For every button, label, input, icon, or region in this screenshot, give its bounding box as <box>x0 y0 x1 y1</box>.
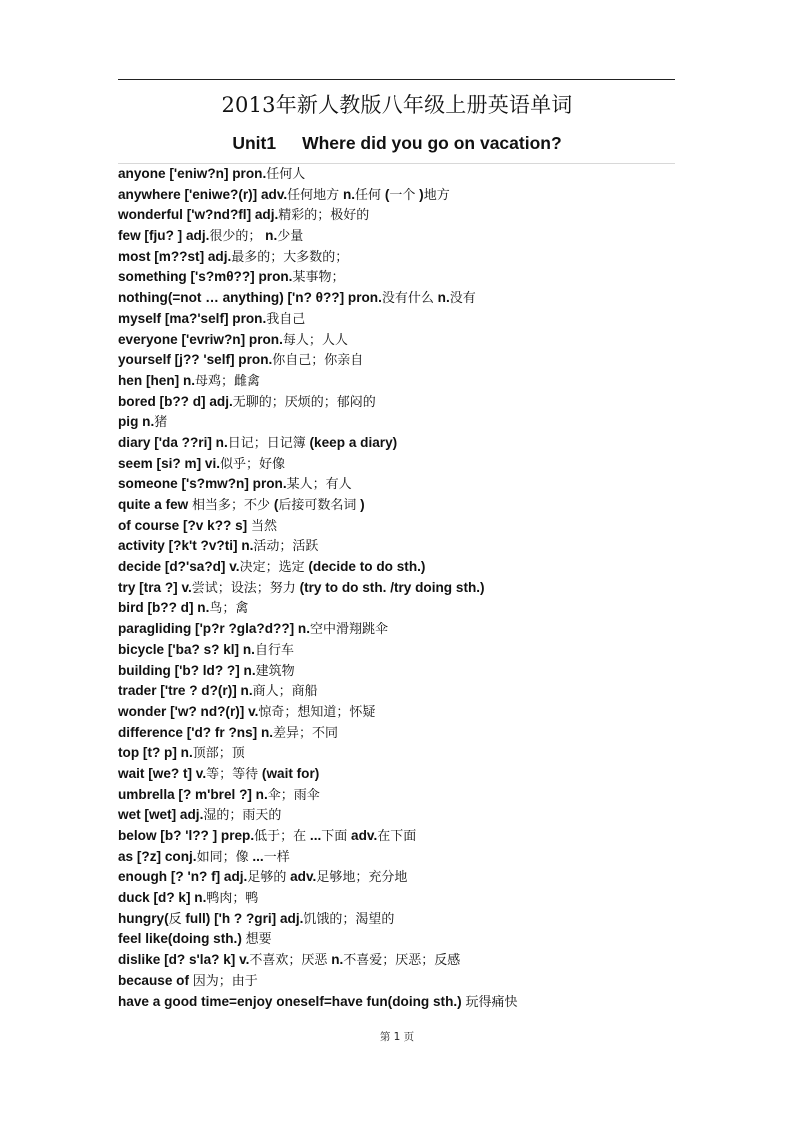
entry-chinese-text: 鸭肉；鸭 <box>206 891 259 907</box>
entry-chinese-text: 饥饿的；渴望的 <box>303 911 395 927</box>
vocab-entry <box>118 205 678 226</box>
vocab-entry <box>118 723 678 744</box>
entry-english-text: n. <box>339 186 356 202</box>
entry-chinese-text: 想要 <box>245 932 272 948</box>
entry-english-text: as [?z] conj. <box>118 848 197 864</box>
entry-chinese-text: 建筑物 <box>255 663 295 679</box>
entry-english-text: enough [? 'n? f] adj. <box>118 869 248 885</box>
vocab-entry <box>118 288 678 309</box>
entry-english-text: wet [wet] adj. <box>118 807 204 823</box>
entry-chinese-text: 玩得痛快 <box>465 994 518 1010</box>
entry-english-text: dislike [d? s'la? k] v. <box>118 952 250 968</box>
vocab-entry <box>118 412 678 433</box>
entry-chinese-text: 最多的；大多数的； <box>231 249 349 265</box>
entry-chinese-text: 因为；由于 <box>192 973 258 989</box>
vocab-entry <box>118 516 678 537</box>
vocab-entry <box>118 392 678 413</box>
entry-english-text: ... <box>306 828 322 843</box>
vocab-entry <box>118 681 678 702</box>
entry-english-text: trader ['tre ? d?(r)] n. <box>118 683 253 699</box>
vocab-entry <box>118 826 678 847</box>
entry-chinese-text: 商人；商船 <box>252 684 318 700</box>
vocab-entry <box>118 661 678 682</box>
entry-english-text: duck [d? k] n. <box>118 890 207 906</box>
entry-english-text: decide [d?'sa?d] v. <box>118 559 240 575</box>
vocab-entry <box>118 888 678 909</box>
vocab-entry <box>118 743 678 764</box>
entry-english-text: myself [ma?'self] pron. <box>118 310 267 326</box>
entry-english-text: bored [b?? d] adj. <box>118 393 233 409</box>
entry-chinese-text: 日记；日记簿 <box>227 435 306 451</box>
entry-chinese-text: 一个 <box>389 187 416 203</box>
vocab-entry <box>118 909 678 930</box>
entry-chinese-text: 相当多；不少 <box>192 498 271 513</box>
entry-chinese-text: 任何地方 <box>287 187 340 203</box>
entry-english-text: anywhere ['eniwe?(r)] adv. <box>118 186 288 202</box>
entry-chinese-text: 任何 <box>355 187 382 203</box>
vocab-entry <box>118 474 678 495</box>
vocab-entry <box>118 309 678 330</box>
entry-english-text: below [b? 'l?? ] prep. <box>118 828 255 843</box>
page-number: 第 1 页 <box>379 1031 415 1043</box>
entry-english-text: (try to do sth. /try doing sth.) <box>295 579 485 595</box>
entry-chinese-text: 顶部；顶 <box>192 746 245 762</box>
entry-chinese-text: 不喜爱；厌恶；反感 <box>343 953 461 969</box>
entry-chinese-text: 湿的；雨天的 <box>203 808 282 824</box>
entry-chinese-text: 反 <box>168 911 182 927</box>
entry-chinese-text: 等；等待 <box>206 766 259 782</box>
entry-english-text: have a good time=enjoy oneself=have fun(doing sth.) <box>118 993 466 1009</box>
entry-chinese-text: 不喜欢；厌恶 <box>249 953 328 969</box>
vocab-entry <box>118 267 678 288</box>
vocab-entry <box>118 929 678 950</box>
entry-chinese-text: 后接可数名词 <box>278 498 357 513</box>
vocab-entry <box>118 371 678 392</box>
entry-chinese-text: 鸟；禽 <box>209 601 249 617</box>
vocab-entry <box>118 185 678 206</box>
entry-chinese-text: 如同；像 <box>196 849 249 865</box>
entry-english-text: (keep a diary) <box>305 434 398 450</box>
entry-chinese-text: 低于；在 <box>254 829 307 844</box>
entry-english-text: wonderful ['w?nd?fl] adj. <box>118 207 279 223</box>
vocabulary-list <box>118 164 678 1012</box>
entry-chinese-text: 当然 <box>250 518 277 534</box>
entry-english-text: n. <box>261 228 278 244</box>
vocab-entry <box>118 350 678 371</box>
entry-chinese-text: 某人；有人 <box>286 477 352 493</box>
vocab-entry <box>118 785 678 806</box>
entry-chinese-text: 我自己 <box>266 311 306 327</box>
entry-chinese-text: 某事物； <box>292 270 345 286</box>
entry-chinese-text: 下面 <box>321 829 348 844</box>
entry-chinese-text: 自行车 <box>254 642 294 658</box>
vocab-entry <box>118 950 678 971</box>
entry-chinese-text: 一样 <box>263 849 290 865</box>
entry-english-text: hungry( <box>118 910 169 926</box>
vocab-entry <box>118 247 678 268</box>
entry-english-text: try [tra ?] v. <box>118 579 192 595</box>
entry-chinese-text: 没有什么 <box>381 291 434 307</box>
entry-english-text: ) <box>415 186 424 202</box>
entry-english-text: n. <box>327 952 344 968</box>
unit-heading: Where did you go on vacation? <box>302 133 562 153</box>
unit-number: Unit1 <box>232 133 277 153</box>
entry-english-text: of course [?v k?? s] <box>118 517 251 533</box>
entry-english-text: ) <box>356 497 365 512</box>
entry-english-text: (wait for) <box>258 765 320 781</box>
entry-english-text: seem [si? m] vi. <box>118 455 220 471</box>
entry-chinese-text: 母鸡；雌禽 <box>195 373 261 389</box>
entry-english-text: most [m??st] adj. <box>118 248 232 264</box>
entry-english-text: feel like(doing sth.) <box>118 931 246 947</box>
document-title: 2013年新人教版八年级上册英语单词 <box>221 93 573 117</box>
vocab-entry <box>118 619 678 640</box>
entry-chinese-text: 精彩的；极好的 <box>278 208 370 224</box>
entry-chinese-text: 似乎；好像 <box>220 456 286 472</box>
unit-title <box>0 133 794 154</box>
entry-english-text: (decide to do sth.) <box>304 559 426 575</box>
entry-english-text: something ['s?mθ??] pron. <box>118 269 293 285</box>
entry-english-text: few [fju? ] adj. <box>118 228 210 244</box>
entry-chinese-text: 差异；不同 <box>273 725 339 741</box>
vocab-entry <box>118 226 678 247</box>
entry-chinese-text: 足够的 <box>247 870 287 886</box>
vocab-entry <box>118 992 678 1013</box>
entry-english-text: top [t? p] n. <box>118 745 193 761</box>
header-rule <box>118 79 675 80</box>
entry-english-text: diary ['da ??ri] n. <box>118 434 228 450</box>
entry-chinese-text: 空中滑翔跳伞 <box>310 622 389 638</box>
entry-english-text: activity [?k't ?v?ti] n. <box>118 538 254 554</box>
entry-english-text: building ['b? ld? ?] n. <box>118 662 256 678</box>
vocab-entry <box>118 847 678 868</box>
entry-chinese-text: 少量 <box>277 229 304 245</box>
entry-english-text: difference ['d? fr ?ns] n. <box>118 724 274 740</box>
entry-english-text: adv. <box>286 869 317 885</box>
vocab-entry <box>118 454 678 475</box>
entry-chinese-text: 每人；人人 <box>282 332 348 348</box>
vocab-entry <box>118 971 678 992</box>
entry-chinese-text: 决定；选定 <box>239 560 305 576</box>
entry-chinese-text: 足够地；充分地 <box>316 870 408 886</box>
entry-chinese-text: 活动；活跃 <box>253 539 319 555</box>
entry-chinese-text: 很少的； <box>209 229 262 245</box>
entry-english-text: adv. <box>347 828 378 843</box>
entry-english-text: paragliding ['p?r ?gla?d??] n. <box>118 621 311 637</box>
entry-english-text: hen [hen] n. <box>118 372 196 388</box>
entry-chinese-text: 没有 <box>449 291 476 307</box>
entry-english-text: wonder ['w? nd?(r)] v. <box>118 703 259 719</box>
entry-english-text: ( <box>270 497 279 512</box>
entry-english-text: bird [b?? d] n. <box>118 600 210 616</box>
vocab-entry <box>118 330 678 351</box>
entry-english-text: nothing(=not … anything) ['n? θ??] pron. <box>118 290 382 306</box>
entry-english-text: ... <box>248 848 264 864</box>
entry-chinese-text: 伞；雨伞 <box>267 787 320 803</box>
entry-english-text: everyone ['evriw?n] pron. <box>118 331 283 347</box>
vocab-entry <box>118 640 678 661</box>
entry-english-text: n. <box>433 290 450 306</box>
entry-english-text: because of <box>118 972 193 988</box>
entry-chinese-text: 地方 <box>423 187 450 203</box>
entry-chinese-text: 在下面 <box>377 829 417 844</box>
entry-chinese-text: 你自己；你亲自 <box>272 353 364 369</box>
entry-english-text: anyone ['eniw?n] pron. <box>118 166 267 181</box>
vocab-entry <box>118 433 678 454</box>
vocab-entry <box>118 598 678 619</box>
entry-chinese-text: 任何人 <box>266 167 306 182</box>
vocab-entry <box>118 867 678 888</box>
vocab-entry <box>118 536 678 557</box>
entry-english-text: wait [we? t] v. <box>118 765 207 781</box>
vocab-entry <box>118 702 678 723</box>
entry-english-text: full) ['h ? ?gri] adj. <box>181 910 304 926</box>
entry-english-text: yourself [j?? 'self] pron. <box>118 352 273 368</box>
entry-chinese-text: 尝试；设法；努力 <box>191 580 296 596</box>
vocab-entry <box>118 805 678 826</box>
vocab-entry <box>118 557 678 578</box>
vocab-entry <box>118 164 678 185</box>
entry-english-text: someone ['s?mw?n] pron. <box>118 476 287 492</box>
entry-english-text: bicycle ['ba? s? kl] n. <box>118 641 255 657</box>
entry-chinese-text: 猪 <box>154 415 168 431</box>
entry-english-text: ( <box>381 186 390 202</box>
entry-english-text: umbrella [? m'brel ?] n. <box>118 786 268 802</box>
entry-chinese-text: 无聊的；厌烦的；郁闷的 <box>232 394 376 410</box>
vocab-entry <box>118 578 678 599</box>
entry-english-text: quite a few <box>118 497 193 512</box>
entry-english-text: pig n. <box>118 414 155 430</box>
entry-chinese-text: 惊奇；想知道；怀疑 <box>258 704 376 720</box>
vocab-entry <box>118 764 678 785</box>
vocab-entry <box>118 495 678 516</box>
